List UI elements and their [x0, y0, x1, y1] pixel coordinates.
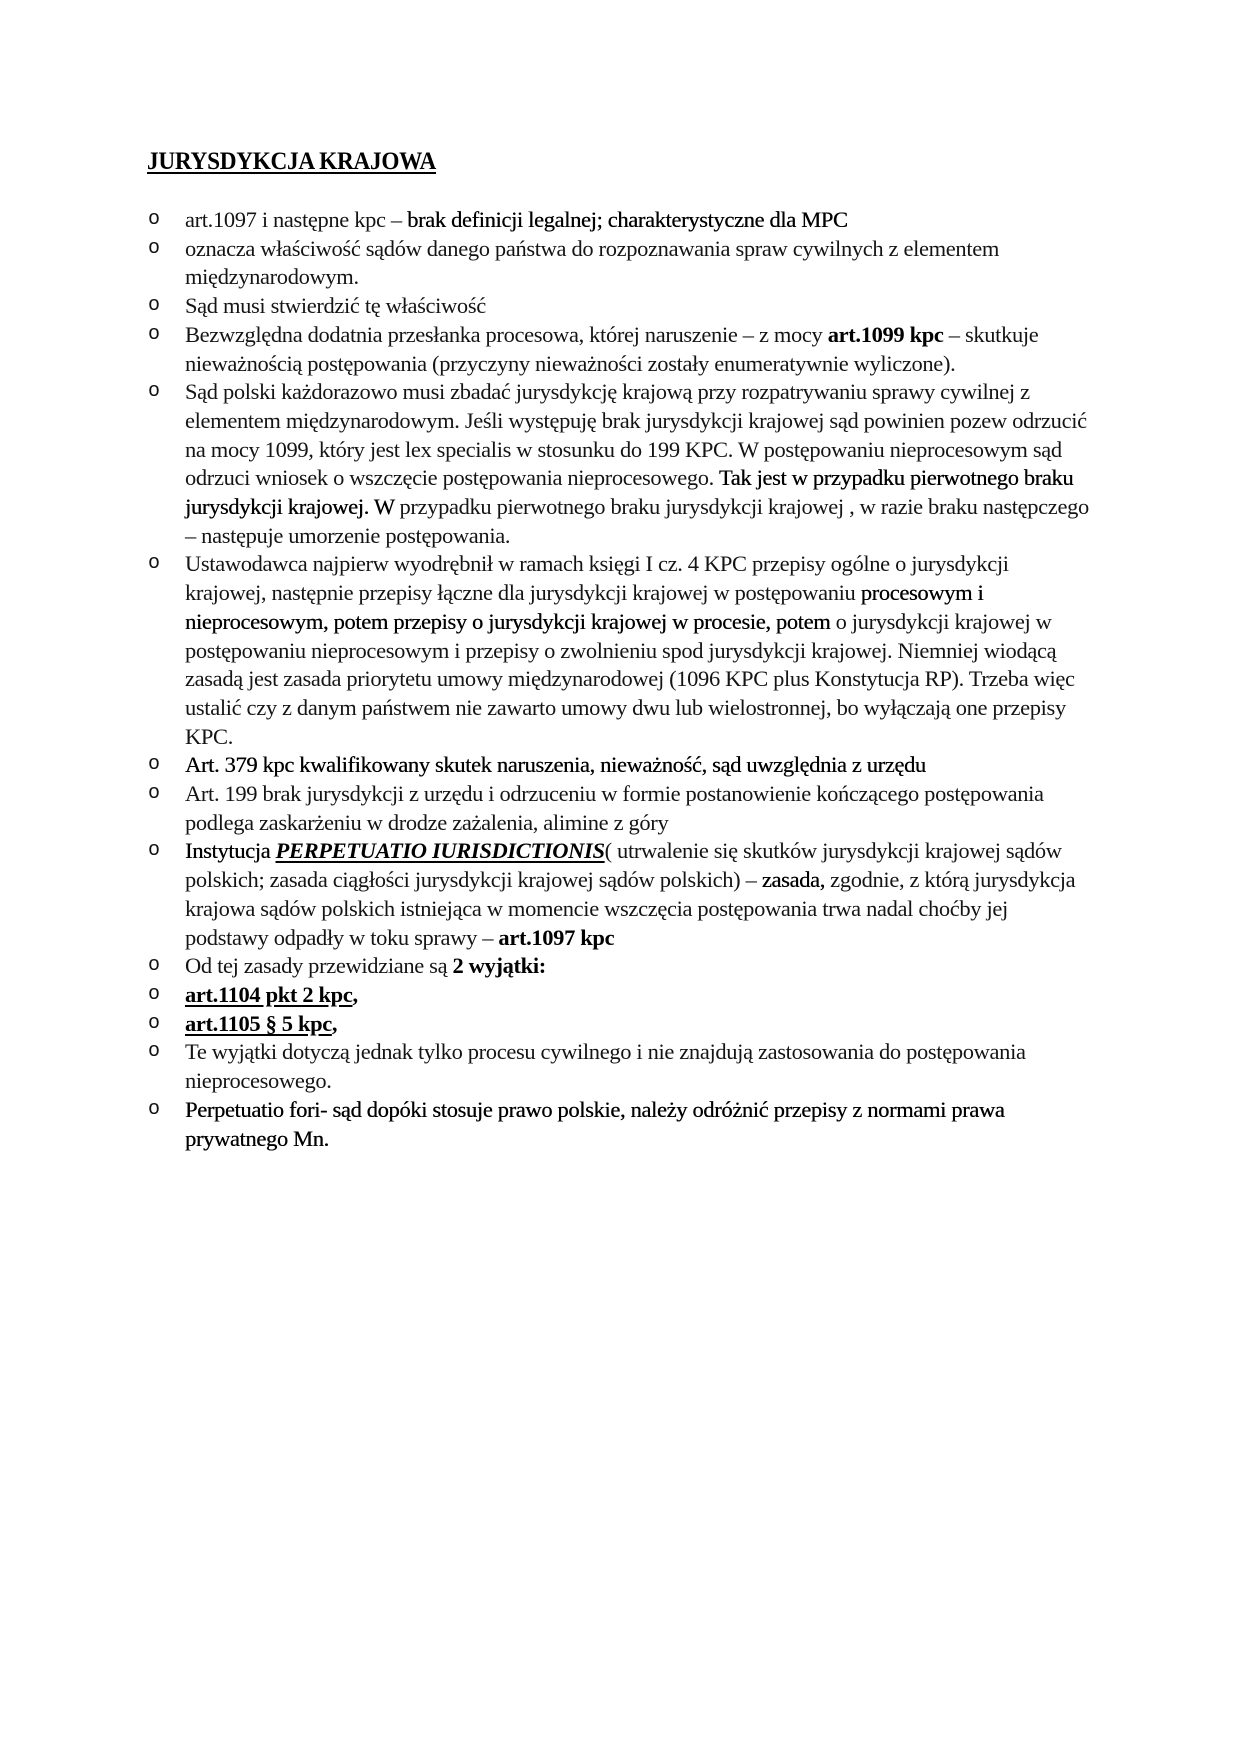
text-segment: 2 wyjątki:: [452, 953, 546, 979]
list-item: [148, 981, 1148, 1010]
text-segment: Art. 199 brak jurysdykcji z urzędu i odrzuceniu w formie postanowienie kończącego postępowania podlega zaskarżeniu w drodze zażalenia, alimine z góry: [185, 781, 1044, 835]
list-item: [148, 780, 1148, 837]
text-segment: przypadku pierwotnego braku jurysdykcji krajowej , w razie braku następczego – następuje umorzenie postępowania.: [185, 494, 1089, 548]
list-item-text: [185, 981, 1090, 1010]
text-segment: Sąd polski każdorazowo musi zbadać jurysdykcję krajową przy rozpatrywaniu sprawy cywilnej z elementem międzynarodowym. Jeśli występuję brak jurysdykcji krajowej sąd powinien pozew odrzucić na mocy 1099, który jest lex specialis w stosunku do 199 KPC. W postępowaniu nieprocesowym sąd odrzuci wniosek o wszczęcie postępowania nieprocesowego.: [185, 379, 1087, 491]
list-item-text: [185, 235, 1090, 292]
article-reference: art.1104 pkt 2 kpc: [185, 981, 353, 1007]
list-item-text: [185, 206, 1090, 235]
text-segment: zasada,: [761, 867, 825, 893]
list-item-text: [185, 1096, 1090, 1153]
bullet-icon: o: [148, 982, 160, 1006]
text-segment: Te wyjątki dotyczą jednak tylko procesu cywilnego i nie znajdują zastosowania do postępowania nieprocesowego.: [185, 1039, 1026, 1094]
text-segment: o jurysdykcji krajowej w postępowaniu nieprocesowym i przepisy o zwolnieniu spod jurysdykcji krajowej. Niemniej wiodącą zasadą jest zasada priorytetu umowy międzynarodowej (1096 KPC plus Konstytucja RP). Trzeba więc ustalić czy z danym państwem nie zawarto umowy dwu lub wielostronnej, bo wyłączają one przepisy KPC.: [185, 608, 1075, 749]
list-item: [148, 292, 1148, 321]
list-item-text: [185, 751, 1090, 780]
text-segment: Instytucja: [185, 838, 276, 864]
list-item-text: [185, 780, 1090, 837]
text-segment: ,: [352, 981, 358, 1007]
list-item: [148, 1010, 1148, 1039]
text-segment: procesowym i nieprocesowym, potem przepisy o jurysdykcji krajowej w procesie, potem: [185, 580, 984, 634]
list-item: [148, 751, 1148, 780]
list-item-text: [185, 1010, 1090, 1039]
text-segment: Tak jest w przypadku pierwotnego braku jurysdykcji krajowej. W: [185, 465, 1074, 520]
list-item: [148, 235, 1148, 292]
text-segment: Sąd musi stwierdzić tę właściwość: [185, 293, 486, 319]
bullet-icon: o: [148, 782, 160, 806]
bullet-icon: o: [148, 954, 160, 978]
text-segment: zgodnie, z którą jurysdykcja krajowa sądów polskich istniejąca w momencie wszczęcia postępowania trwa nadal choćby jej podstawy odpadły w toku sprawy –: [185, 867, 1076, 950]
text-segment: ,: [331, 1010, 338, 1036]
list-item-text: [185, 550, 1090, 751]
bullet-list: [148, 206, 1148, 1153]
text-segment: ( utrwalenie się skutków jurysdykcji krajowej sądów polskich; zasada ciągłości jurysdykcji krajowej sądów polskich) –: [185, 838, 1062, 893]
list-item: [148, 378, 1148, 550]
article-reference: art.1105 § 5 kpc: [185, 1010, 332, 1036]
list-item-text: [185, 321, 1090, 378]
list-item: [148, 1096, 1148, 1153]
list-item-text: [185, 952, 1090, 981]
bullet-icon: o: [148, 208, 160, 231]
bullet-icon: o: [148, 322, 160, 346]
list-item: [148, 1038, 1148, 1095]
text-segment: Perpetuatio fori- sąd dopóki stosuje prawo polskie, należy odróżnić przepisy z normami prawa prywatnego Mn.: [185, 1096, 1005, 1151]
bullet-icon: o: [148, 1011, 160, 1035]
list-item: [148, 206, 1148, 235]
text-segment: brak definicji legalnej; charakterystyczne dla MPC: [407, 207, 848, 232]
bullet-icon: o: [148, 753, 160, 777]
bullet-icon: o: [148, 236, 160, 260]
list-item-text: [185, 837, 1090, 952]
text-segment: – skutkuje nieważnością postępowania (przyczyny nieważności zostały enumeratywnie wyliczone).: [185, 321, 1039, 376]
list-item: [148, 321, 1148, 378]
list-item-text: [185, 1038, 1090, 1095]
text-segment: Od tej zasady przewidziane są: [185, 953, 453, 979]
bullet-icon: o: [148, 1040, 160, 1064]
text-segment: art.1097 i następne kpc –: [185, 207, 408, 232]
article-reference: art.1099 kpc: [827, 321, 944, 347]
latin-term: PERPETUATIO IURISDICTIONIS: [275, 838, 605, 864]
text-segment: oznacza właściwość sądów danego państwa do rozpoznawania spraw cywilnych z elementem międzynarodowym.: [185, 235, 1000, 290]
list-item: [148, 550, 1148, 751]
bullet-icon: o: [148, 294, 160, 318]
text-segment: Ustawodawca najpierw wyodrębnił w ramach księgi I cz. 4 KPC przepisy ogólne o jurysdykcji krajowej, następnie przepisy łączne dla jurysdykcji krajowej w postępowaniu: [185, 551, 1009, 606]
bullet-icon: o: [148, 380, 160, 404]
list-item-text: [185, 292, 1090, 321]
list-item: [148, 837, 1148, 952]
text-segment: Art. 379 kpc kwalifikowany skutek naruszenia, nieważność, sąd uwzględnia z urzędu: [185, 752, 926, 778]
text-segment: Bezwzględna dodatnia przesłanka procesowa, której naruszenie – z mocy: [185, 321, 828, 347]
list-item-text: [185, 378, 1090, 550]
document-title: JURYSDYKCJA KRAJOWA: [147, 148, 437, 175]
bullet-icon: o: [148, 552, 160, 576]
bullet-icon: o: [148, 839, 160, 863]
list-item: [148, 952, 1148, 981]
article-reference: art.1097 kpc: [498, 924, 615, 950]
bullet-icon: o: [148, 1097, 160, 1121]
